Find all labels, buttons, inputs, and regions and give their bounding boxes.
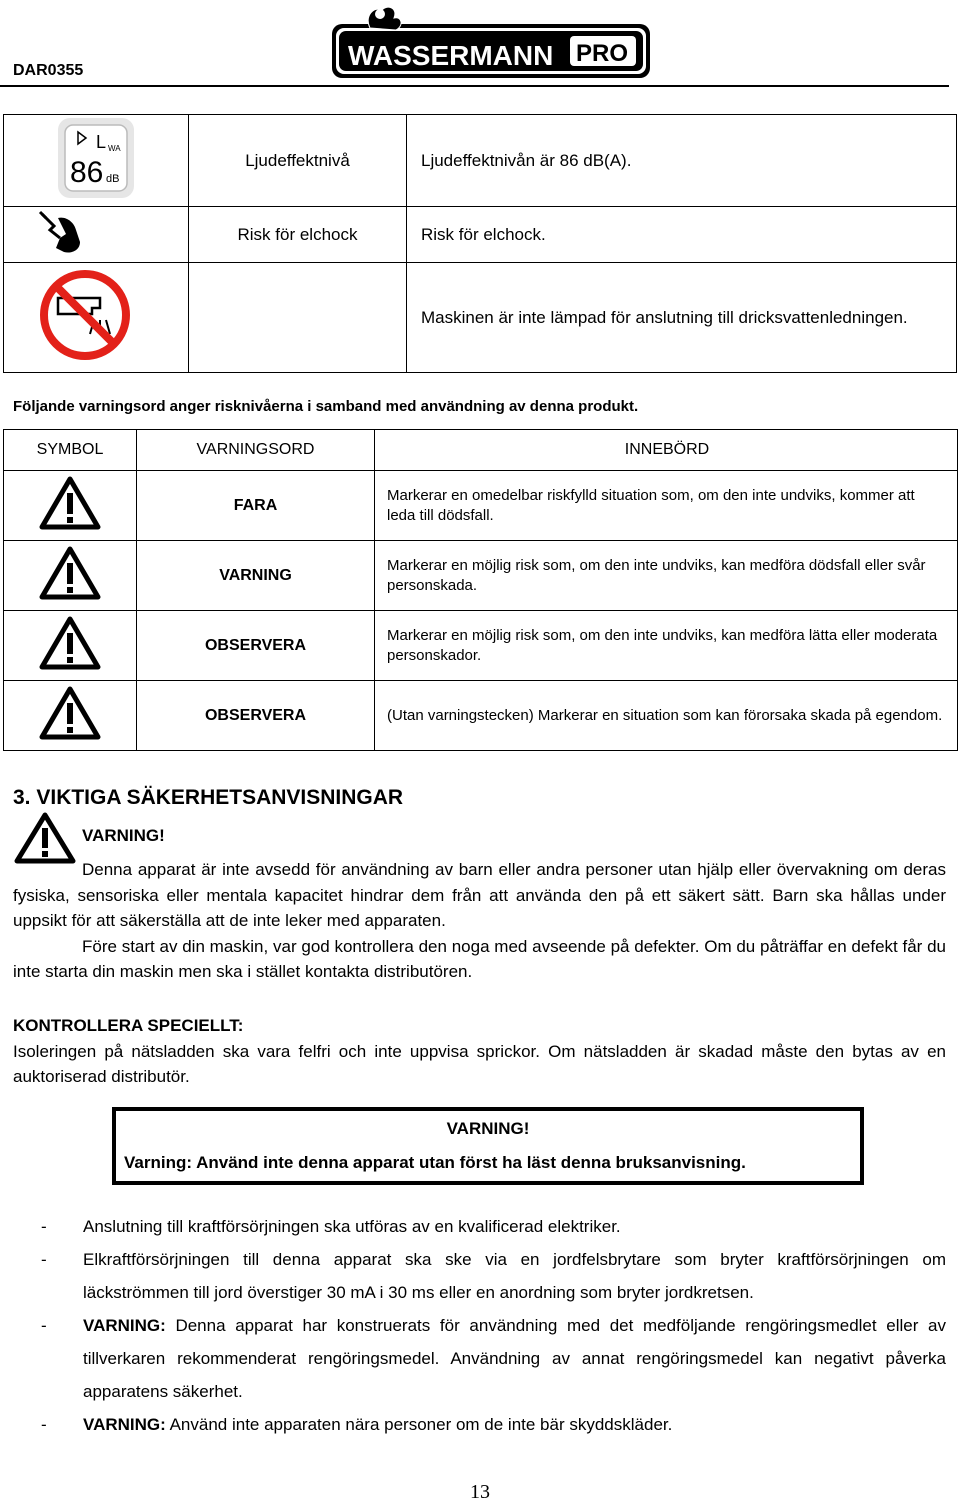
symbol-row bbox=[4, 263, 957, 373]
signal-meaning: Markerar en möjlig risk som, om den inte undviks, kan medföra dödsfall eller svår personskada. bbox=[375, 541, 958, 611]
logo-wordmark: WASSERMANN bbox=[348, 40, 554, 71]
section-title: 3. VIKTIGA SÄKERHETSANVISNINGAR bbox=[13, 786, 404, 809]
header-rule bbox=[0, 85, 949, 87]
symbol-description: Maskinen är inte lämpad för anslutning till dricksvattenledningen. bbox=[407, 263, 957, 373]
symbol-description: Ljudeffektnivån är 86 dB(A). bbox=[407, 115, 957, 207]
svg-text:L: L bbox=[96, 132, 107, 152]
list-item: - VARNING: Använd inte apparaten nära personer om de inte bär skyddskläder. bbox=[41, 1415, 673, 1434]
svg-text:86: 86 bbox=[70, 156, 104, 189]
document-code: DAR0355 bbox=[13, 62, 84, 79]
symbol-name: Risk för elchock bbox=[189, 207, 407, 263]
warning-triangle-icon bbox=[4, 681, 137, 751]
page-number: 13 bbox=[470, 1481, 490, 1503]
signal-words-intro: Följande varningsord anger risknivåerna i samband med användning av denna produkt. bbox=[13, 398, 639, 415]
sound-power-86db-icon bbox=[56, 116, 136, 200]
column-header-symbol: SYMBOL bbox=[4, 430, 137, 471]
signal-meaning: Markerar en möjlig risk som, om den inte undviks, kan medföra lätta eller moderata personskador. bbox=[375, 611, 958, 681]
logo-pro-badge: PRO bbox=[576, 40, 629, 67]
warning-box-text: Varning: Använd inte denna apparat utan först ha läst denna bruksanvisning. bbox=[124, 1153, 746, 1172]
table-row bbox=[4, 541, 958, 611]
signal-word: OBSERVERA bbox=[137, 611, 375, 681]
list-item: - VARNING: Denna apparat har konstruerats för användning med det medföljande rengöringsmedlet eller av tillverkaren rekommenderat rengöringsmedel. Användning av annat rengöringsmedel kan negativt påverka apparatens säkerhet. bbox=[41, 1316, 946, 1401]
signal-meaning: Markerar en omedelbar riskfylld situation som, om den inte undviks, kommer att leda till dödsfall. bbox=[375, 471, 958, 541]
warning-box-title: VARNING! bbox=[446, 1119, 530, 1138]
symbol-description: Risk för elchock. bbox=[407, 207, 957, 263]
symbol-icon-cell bbox=[4, 115, 189, 207]
wassermann-pro-logo bbox=[330, 2, 652, 80]
warning-label: VARNING! bbox=[82, 826, 165, 845]
children-warning-text: Denna apparat är inte avsedd för användning av barn eller andra personer utan hjälp eller övervakning om deras fysiska, sensoriska eller mentala kapacitet hindrar dem från att använda den på ett säkert sätt. Barn ska hållas under uppsikt för att säkerställa att de inte leker med apparaten. bbox=[13, 860, 946, 930]
table-row bbox=[4, 471, 958, 541]
list-item: - Elkraftförsörjningen till denna apparat ska ske via en jordfelsbrytare som bryter kraftförsörjningen om läckströmmen till jord överstiger 30 mA i 30 ms eller en anordning som bryter jordkretsen. bbox=[41, 1250, 946, 1302]
check-paragraph bbox=[13, 1013, 946, 1090]
electric-shock-icon bbox=[36, 208, 84, 256]
symbol-icon-cell bbox=[4, 263, 189, 373]
svg-text:dB: dB bbox=[106, 173, 120, 185]
no-drinking-water-tap-icon bbox=[38, 268, 132, 362]
list-item: - Anslutning till kraftförsörjningen ska utföras av en kvalificerad elektriker. bbox=[41, 1217, 621, 1236]
safety-paragraph bbox=[13, 857, 946, 985]
signal-word: OBSERVERA bbox=[137, 681, 375, 751]
symbol-row bbox=[4, 115, 957, 207]
symbol-name: Ljudeffektnivå bbox=[189, 115, 407, 207]
warning-triangle-icon bbox=[4, 541, 137, 611]
warning-triangle-icon bbox=[4, 471, 137, 541]
signal-meaning: (Utan varningstecken) Markerar en situation som kan förorsaka skada på egendom. bbox=[375, 681, 958, 751]
symbol-icon-cell bbox=[4, 207, 189, 263]
inspection-text: Före start av din maskin, var god kontrollera den noga med avseende på defekter. Om du påträffar en defekt får du inte starta din maskin men ska i stället kontakta distributören. bbox=[13, 936, 946, 981]
svg-text:WA: WA bbox=[108, 144, 121, 153]
table-row bbox=[4, 611, 958, 681]
symbol-name bbox=[189, 263, 407, 373]
signal-word-table bbox=[3, 429, 958, 751]
symbol-row bbox=[4, 207, 957, 263]
table-header-row bbox=[4, 430, 958, 471]
column-header-meaning: INNEBÖRD bbox=[375, 430, 958, 471]
check-title: KONTROLLERA SPECIELLT: bbox=[13, 1016, 244, 1035]
check-text: Isoleringen på nätsladden ska vara felfri och inte uppvisa sprickor. Om nätsladden är skadad måste den bytas av en auktoriserad distributör. bbox=[13, 1041, 946, 1086]
table-row bbox=[4, 681, 958, 751]
signal-word: VARNING bbox=[137, 541, 375, 611]
safety-bullet-list bbox=[13, 1210, 946, 1441]
warning-box bbox=[112, 1107, 864, 1185]
symbol-table bbox=[3, 114, 957, 373]
signal-word: FARA bbox=[137, 471, 375, 541]
column-header-signal-word: VARNINGSORD bbox=[137, 430, 375, 471]
warning-triangle-icon bbox=[4, 611, 137, 681]
